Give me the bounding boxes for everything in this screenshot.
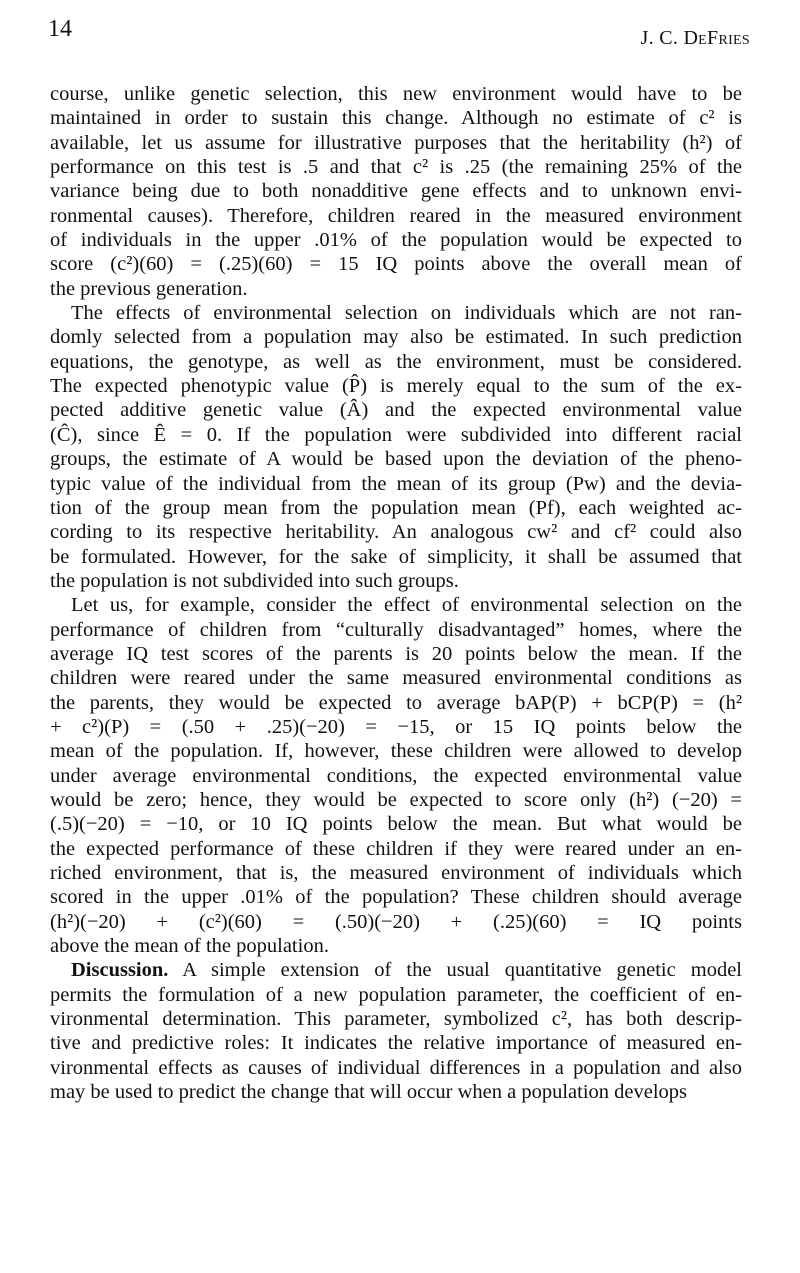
text-line: be formulated. However, for the sake of simplicity, it shall be assumed that (50, 545, 742, 568)
text-line: (h²)(−20) + (c²)(60) = (.50)(−20) + (.25)(60) = IQ points (50, 910, 742, 933)
text-line: may be used to predict the change that will occur when a population develops (50, 1081, 688, 1104)
text-line: (Ĉ), since Ê = 0. If the population were subdivided into different racial (50, 423, 742, 446)
text-line: The expected phenotypic value (P̂) is merely equal to the sum of the ex- (50, 375, 742, 398)
text-line: domly selected from a population may also be estimated. In such prediction (50, 326, 742, 349)
text-line: available, let us assume for illustrative purposes that the heritability (h²) of (50, 131, 742, 154)
text-line: vironmental determination. This parameter, symbolized c², has both descrip- (50, 1008, 742, 1031)
text-line: under average environmental conditions, the expected environmental value (50, 764, 742, 787)
text-line: permits the formulation of a new population parameter, the coefficient of en- (50, 983, 742, 1006)
body-text (50, 82, 742, 1104)
text-line: of individuals in the upper .01% of the population would be expected to (50, 229, 742, 252)
paragraph (50, 593, 742, 958)
text-line: cording to its respective heritability. An analogous cw² and cf² could also (50, 521, 742, 544)
text-line: variance being due to both nonadditive gene effects and to unknown envi- (50, 180, 742, 203)
text-line: riched environment, that is, the measured environment of individuals which (50, 862, 742, 884)
text-line: groups, the estimate of A would be based upon the deviation of the pheno- (50, 448, 742, 471)
text-line: Let us, for example, consider the effect of environmental selection on the (71, 594, 742, 617)
text-line: pected additive genetic value (Â) and the expected environmental value (50, 399, 742, 422)
text-line: ronmental causes). Therefore, children reared in the measured environment (50, 204, 742, 227)
paragraph (50, 301, 742, 593)
text-line: + c²)(P) = (.50 + .25)(−20) = −15, or 15 IQ points below the (50, 715, 742, 738)
text-line: tion of the group mean from the population mean (Pf), each weighted ac- (50, 496, 742, 519)
text-line (50, 958, 742, 982)
text-line: scored in the upper .01% of the population? These children should average (50, 886, 742, 909)
text-line: vironmental effects as causes of individual differences in a population and also (50, 1056, 742, 1079)
paragraph (50, 82, 742, 301)
text-line: the parents, they would be expected to average bAP(P) + bCP(P) = (h² (50, 691, 742, 714)
text-line: equations, the genotype, as well as the environment, must be considered. (50, 350, 742, 373)
text-line: the population is not subdivided into such groups. (50, 569, 459, 592)
text-line: mean of the population. If, however, these children were allowed to develop (50, 740, 742, 763)
text-line: score (c²)(60) = (.25)(60) = 15 IQ points above the overall mean of (50, 253, 742, 276)
text-line: The effects of environmental selection on individuals which are not ran- (71, 302, 742, 325)
text-line: course, unlike genetic selection, this new environment would have to be (50, 83, 742, 105)
text-line: the expected performance of these children if they were reared under an en- (50, 837, 742, 860)
running-head: J. C. DeFries (640, 27, 750, 49)
section-run-in-heading: Discussion. (71, 959, 169, 982)
discussion-paragraph (50, 958, 742, 1104)
text-line: would be zero; hence, they would be expected to score only (h²) (−20) = (50, 788, 742, 811)
text-line: performance of children from “culturally disadvantaged” homes, where the (50, 618, 742, 641)
text-run: A simple extension of the usual quantitative genetic model (168, 959, 742, 982)
page-number: 14 (48, 16, 72, 42)
text-line: the previous generation. (50, 277, 248, 300)
text-line: (.5)(−20) = −10, or 10 IQ points below the mean. But what would be (50, 813, 742, 836)
page-header (48, 14, 750, 54)
text-line: above the mean of the population. (50, 935, 329, 958)
text-line: performance on this test is .5 and that c² is .25 (the remaining 25% of the (50, 156, 742, 179)
text-line: children were reared under the same measured environmental conditions as (50, 667, 742, 690)
text-line: tive and predictive roles: It indicates the relative importance of measured en- (50, 1032, 742, 1055)
text-line: maintained in order to sustain this change. Although no estimate of c² is (50, 107, 742, 130)
text-line: typic value of the individual from the mean of its group (Pw) and the devia- (50, 472, 742, 495)
text-line: average IQ test scores of the parents is 20 points below the mean. If the (50, 642, 742, 665)
